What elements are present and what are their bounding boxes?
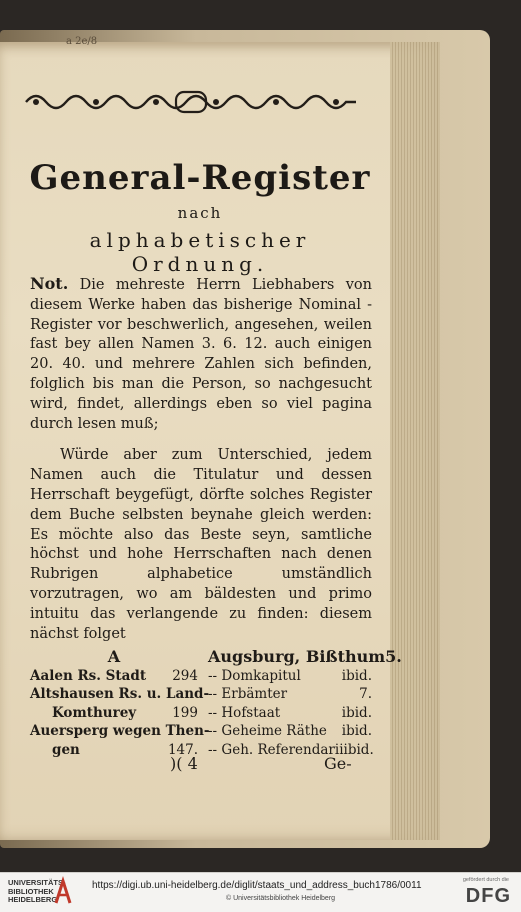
catchword: Ge- (324, 754, 352, 773)
decorative-ornament-band (26, 88, 356, 116)
library-name-line: UNIVERSITÄTS- (8, 878, 66, 887)
signature-mark: )( 4 (170, 754, 198, 773)
register-entry-name: gen (52, 741, 80, 758)
register-entry-page: 294 (172, 667, 198, 684)
note-label: Not. (30, 274, 69, 293)
note-paragraph (30, 274, 372, 434)
register-entry-name: Auersperg wegen Then- (30, 723, 210, 739)
page-subtitle-ordering: alphabetischer Ordnung. (89, 228, 311, 276)
page-subtitle: nach (177, 204, 223, 222)
viewer-footer-bar (0, 872, 521, 912)
note-text: Die mehreste Herrn Liebhabers von diesem Werke haben das bisherige Nominal - Register vor beschwerlich, angesehen, weilen fast bey allen Namen 3. 6. 12. auch einigen 20. 40. und mehrere Zahlen sich befinden, folglich bis man die Person, so nachgesucht wird, findet, allerdings eben so viel pagina durch lesen muß; (30, 277, 373, 432)
register-left-entry (30, 685, 210, 704)
register-entry-page: 147. (167, 741, 198, 758)
register-right-entry (208, 722, 372, 741)
register-entry-name: -- Geh. Referendarii (208, 741, 344, 758)
register-entry-page: 199 (172, 704, 198, 721)
dfg-logo: DFG (465, 885, 511, 907)
register-entry-name: Aalen Rs. Stadt (30, 667, 147, 684)
register-row (30, 741, 372, 760)
register-entry-name: Augsburg, Bißthum (208, 647, 386, 666)
register-letter-row (30, 647, 402, 667)
register-entry-page: 5. (385, 647, 402, 666)
register-entry-name: -- Domkapitul (208, 667, 301, 684)
register-entry-page: ibid. (343, 741, 374, 758)
register-right-entry (208, 685, 372, 704)
register-entry-name: -- Hofstaat (208, 704, 281, 721)
second-paragraph: Würde aber zum Unterschied, jedem Namen auch die Titulatur und dessen Herrschaft beygefügt, dörfte solches Register dem Buche selbsten beynahe gleich werden: Es möchte also das Beste seyn, samtliche höchst und hohe Herrschaften nach denen Rubrigen alphabetice umständlich vorzutragen, wo am bäldesten und primo intuitu das verlangende zu finden: diesem nächst folget (30, 447, 372, 642)
register-entry-page: ibid. (341, 667, 372, 684)
page-edge (390, 42, 440, 840)
register-entry-page: ibid. (341, 723, 372, 739)
library-name-line: BIBLIOTHEK (8, 886, 54, 896)
library-name-line: HEIDELBERG (8, 895, 58, 904)
register-left-entry (30, 722, 210, 741)
register-row (30, 722, 372, 741)
register-entry-page: 7. (359, 686, 372, 702)
register-right-entry (208, 704, 372, 723)
library-logo-icon (54, 879, 72, 905)
register-letter (30, 648, 198, 667)
page-title: General-Register (29, 158, 371, 198)
register-right-entry (208, 667, 372, 686)
document-url-link[interactable]: https://digi.ub.uni-heidelberg.de/diglit/staats_und_address_buch1786/0011 (92, 880, 422, 891)
register-left-entry (30, 667, 198, 686)
register-entry-name: Altshausen Rs. u. Land- (30, 686, 210, 702)
title-block (20, 158, 380, 276)
register-row (30, 685, 372, 704)
register-entry-name: -- Erbämter (208, 686, 288, 702)
register-left-entry (30, 704, 198, 723)
register-entry-page: ibid. (341, 704, 372, 721)
page-top-mark: a 2e/8 (66, 36, 98, 47)
register-right-heading (208, 647, 402, 667)
copyright-text: © Universitätsbibliothek Heidelberg (226, 895, 336, 902)
register-table (30, 647, 402, 759)
register-letter-text: A (107, 647, 121, 666)
register-row (30, 667, 372, 686)
page-body (30, 274, 372, 644)
register-row (30, 704, 372, 723)
dfg-funding-caption: gefördert durch die (462, 877, 509, 883)
register-entry-name: -- Geheime Räthe (208, 723, 327, 739)
register-entry-name: Komthurey (52, 704, 137, 721)
